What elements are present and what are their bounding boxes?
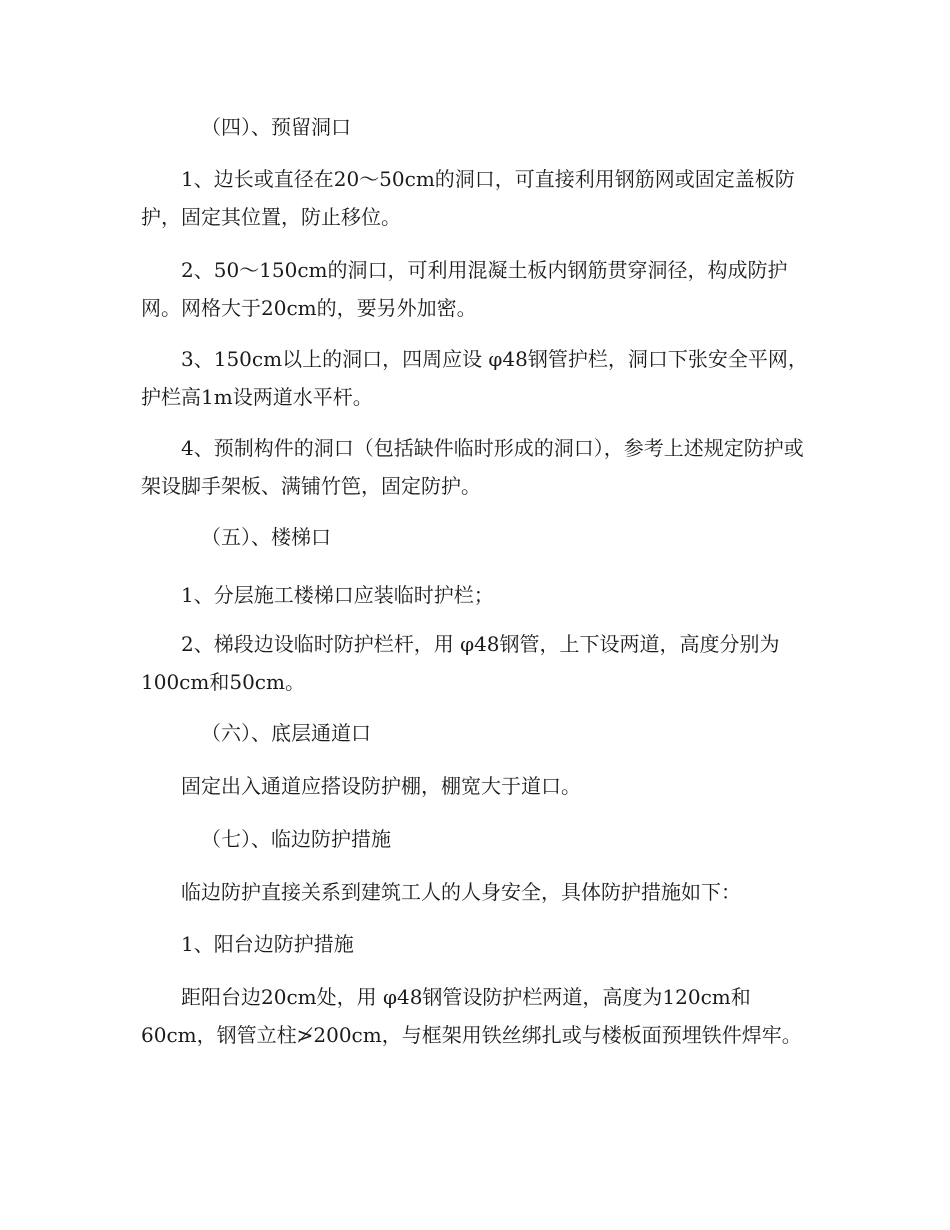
paragraph: 4、预制构件的洞口（包括缺件临时形成的洞口），参考上述规定防护或架设脚手架板、满铺竹笆，固定防护。 [141, 436, 804, 498]
section-heading-7: （七）、临边防护措施 [201, 827, 391, 851]
paragraph: 1、边长或直径在20～50cm的洞口，可直接利用钢筋网或固定盖板防护，固定其位置，防止移位。 [141, 167, 795, 229]
paragraph: 2、梯段边设临时防护栏杆，用 φ48钢管，上下设两道，高度分别为100cm和50cm。 [141, 632, 780, 694]
paragraph: 距阳台边20cm处，用 φ48钢管设防护栏两道，高度为120cm和60cm，钢管立柱≯200cm，与框架用铁丝绑扎或与楼板面预埋铁件焊牢。 [141, 985, 802, 1047]
section-heading-5: （五）、楼梯口 [201, 525, 331, 549]
paragraph: 1、阳台边防护措施 [181, 932, 354, 956]
paragraph: 临边防护直接关系到建筑工人的人身安全，具体防护措施如下： [181, 880, 741, 904]
section-heading-6: （六）、底层通道口 [201, 721, 371, 745]
paragraph: 1、分层施工楼梯口应装临时护栏； [181, 583, 494, 607]
paragraph: 2、50～150cm的洞口，可利用混凝土板内钢筋贯穿洞径，构成防护网。网格大于20cm的，要另外加密。 [141, 258, 788, 320]
paragraph: 固定出入通道应搭设防护棚，棚宽大于道口。 [181, 774, 581, 798]
paragraph: 3、150cm以上的洞口，四周应设 φ48钢管护栏，洞口下张安全平网，护栏高1m设两道水平杆。 [141, 347, 808, 409]
section-heading-4: （四）、预留洞口 [201, 115, 351, 139]
